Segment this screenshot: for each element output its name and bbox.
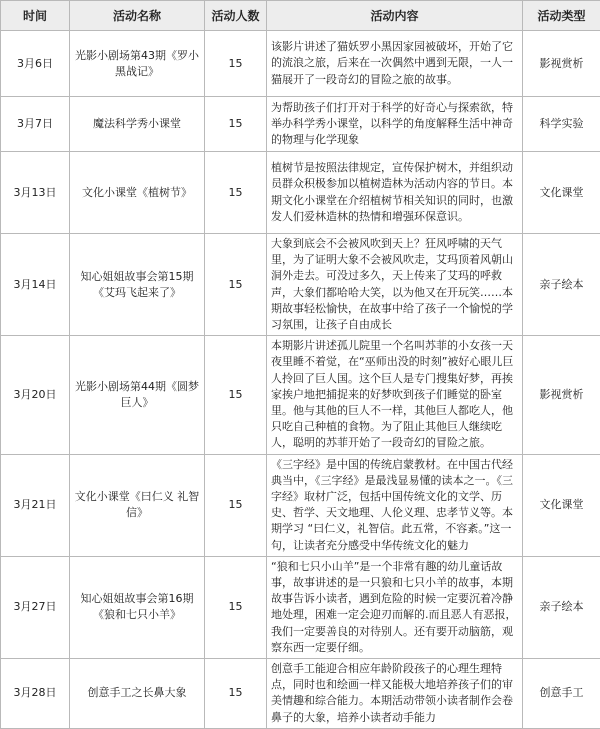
table-header-row (1, 1, 600, 31)
cell-name: 文化小课堂《曰仁义 礼智信》 (70, 454, 205, 556)
header-count: 活动人数 (205, 1, 267, 31)
cell-count: 15 (205, 234, 267, 336)
header-name: 活动名称 (70, 1, 205, 31)
cell-type: 创意手工 (523, 659, 600, 729)
cell-date: 3月21日 (1, 454, 70, 556)
cell-type: 文化课堂 (523, 454, 600, 556)
header-type: 活动类型 (523, 1, 600, 31)
cell-name: 文化小课堂《植树节》 (70, 152, 205, 234)
header-date: 时间 (1, 1, 70, 31)
cell-content: 本期影片讲述孤儿院里一个名叫苏菲的小女孩一天夜里睡不着觉，在“巫师出没的时刻”被好心眼儿巨人拎回了巨人国。这个巨人是专门搜集好梦，再挨家挨户地把捕捉来的好梦吹到孩子们睡觉的卧室里。他与其他的巨人不一样，其他巨人都吃人，他只吃自己种植的食物。为了阻止其他巨人继续吃人，聪明的苏菲开始了一段奇幻的冒险之旅。 (267, 336, 523, 454)
table-row (1, 336, 600, 454)
cell-count: 15 (205, 556, 267, 658)
cell-name: 魔法科学秀小课堂 (70, 97, 205, 152)
cell-date: 3月27日 (1, 556, 70, 658)
cell-date: 3月6日 (1, 31, 70, 97)
table-row (1, 152, 600, 234)
header-content: 活动内容 (267, 1, 523, 31)
cell-name: 创意手工之长鼻大象 (70, 659, 205, 729)
cell-content: 为帮助孩子们打开对于科学的好奇心与探索欲，特举办科学秀小课堂，以科学的角度解释生活中神奇的物理与化学现象 (267, 97, 523, 152)
cell-type: 文化课堂 (523, 152, 600, 234)
cell-date: 3月20日 (1, 336, 70, 454)
cell-count: 15 (205, 454, 267, 556)
cell-count: 15 (205, 659, 267, 729)
cell-date: 3月7日 (1, 97, 70, 152)
cell-content: 《三字经》是中国的传统启蒙教材。在中国古代经典当中，《三字经》是最浅显易懂的读本之一。《三字经》取材广泛，包括中国传统文化的文学、历史、哲学、天文地理、人伦义理、忠孝节义等。本期学习 “曰仁义，礼智信。此五常，不容紊。”这一句，让读者充分感受中华传统文化的魅力 (267, 454, 523, 556)
table-row (1, 659, 600, 729)
cell-type: 影视赏析 (523, 336, 600, 454)
cell-count: 15 (205, 336, 267, 454)
cell-name: 知心姐姐故事会第16期《狼和七只小羊》 (70, 556, 205, 658)
cell-date: 3月14日 (1, 234, 70, 336)
table-row (1, 97, 600, 152)
table-row (1, 31, 600, 97)
cell-count: 15 (205, 97, 267, 152)
cell-count: 15 (205, 31, 267, 97)
cell-type: 科学实验 (523, 97, 600, 152)
cell-content: 大象到底会不会被风吹到天上？狂风呼啸的天气里，为了证明大象不会被风吹走，艾玛顶着风朝山洞外走去。可没过多久，天上传来了艾玛的呼救声，大象们都哈哈大笑，以为他又在开玩笑……本期故事轻松愉快，在故事中给了孩子一个愉悦的学习氛围，让孩子自由成长 (267, 234, 523, 336)
table-row (1, 234, 600, 336)
cell-date: 3月13日 (1, 152, 70, 234)
cell-date: 3月28日 (1, 659, 70, 729)
cell-content: 植树节是按照法律规定，宣传保护树木，并组织动员群众积极参加以植树造林为活动内容的节日。本期文化小课堂在介绍植树节相关知识的同时，也激发人们爱林造林的热情和增强环保意识。 (267, 152, 523, 234)
cell-type: 影视赏析 (523, 31, 600, 97)
table-row (1, 556, 600, 658)
cell-content: 创意手工能迎合相应年龄阶段孩子的心理生理特点，同时也和绘画一样又能极大地培养孩子们的审美情趣和综合能力。本期活动带领小读者制作会卷鼻子的大象，培养小读者动手能力 (267, 659, 523, 729)
cell-name: 知心姐姐故事会第15期《艾玛飞起来了》 (70, 234, 205, 336)
cell-count: 15 (205, 152, 267, 234)
cell-content: 该影片讲述了猫妖罗小黑因家园被破坏，开始了它的流浪之旅，后来在一次偶然中遇到无限，一人一猫展开了一段奇幻的冒险之旅的故事。 (267, 31, 523, 97)
cell-content: “狼和七只小山羊”是一个非常有趣的幼儿童话故事，故事讲述的是一只狼和七只小羊的故事，本期故事告诉小读者，遇到危险的时候一定要沉着冷静地处理，困难一定会迎刃而解的.而且恶人有恶报，我们一定要善良的对待别人。还有要开动脑筋，观察东西一定要仔细。 (267, 556, 523, 658)
table-row (1, 454, 600, 556)
cell-type: 亲子绘本 (523, 234, 600, 336)
cell-name: 光影小剧场第44期《圆梦巨人》 (70, 336, 205, 454)
cell-name: 光影小剧场第43期《罗小黑战记》 (70, 31, 205, 97)
cell-type: 亲子绘本 (523, 556, 600, 658)
